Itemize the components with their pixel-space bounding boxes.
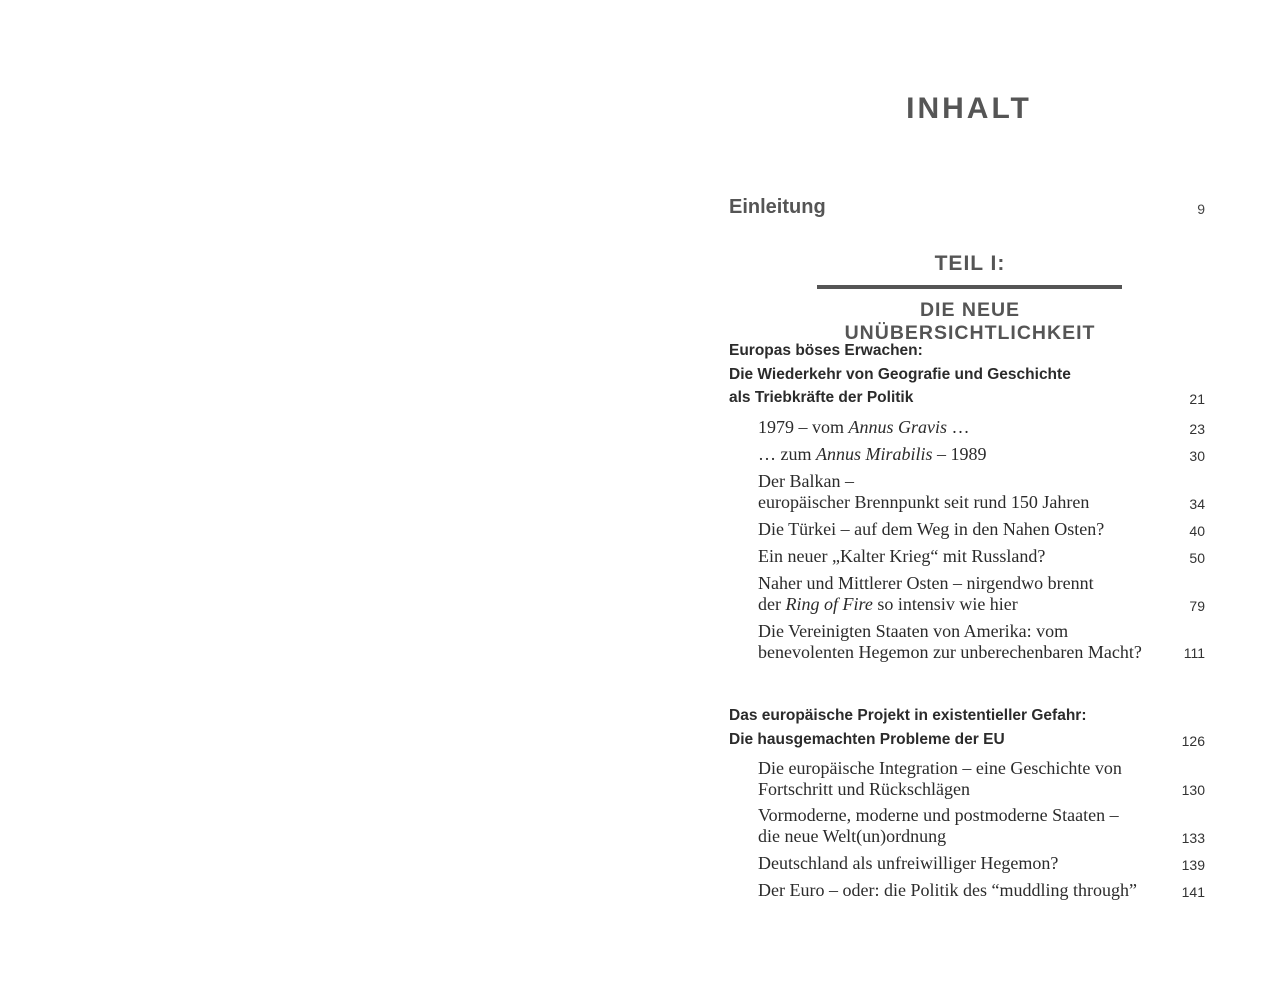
- entry-page: 133: [1181, 830, 1205, 846]
- toc-entry: Ein neuer „Kalter Krieg“ mit Russland?: [758, 546, 1046, 566]
- section-title-line: Europas böses Erwachen:: [729, 342, 923, 359]
- entry-page: 50: [1189, 550, 1205, 566]
- part-title: DIE NEUE UNÜBERSICHTLICHKEIT: [844, 299, 1096, 344]
- toc-entry: 1979 – vom Annus Gravis …: [758, 417, 970, 437]
- toc-entry: Die Vereinigten Staaten von Amerika: vom benevolenten Hegemon zur unberechenbaren Macht?: [758, 621, 1142, 662]
- section-title-line: Das europäische Projekt in existentieller Gefahr:: [729, 707, 1087, 724]
- section-page: 21: [1189, 391, 1205, 407]
- toc-entry: Die Türkei – auf dem Weg in den Nahen Osten?: [758, 519, 1105, 539]
- toc-entry: Der Euro – oder: die Politik des “muddling through”: [758, 880, 1137, 900]
- intro-entry-label: Einleitung: [729, 196, 826, 218]
- section-title-line: als Triebkräfte der Politik: [729, 389, 914, 406]
- entry-page: 141: [1181, 884, 1205, 900]
- toc-heading: INHALT: [906, 92, 1032, 125]
- entry-page: 23: [1189, 421, 1205, 437]
- intro-entry-page: 9: [1197, 201, 1205, 217]
- entry-page: 30: [1189, 448, 1205, 464]
- section-title: [729, 339, 1189, 410]
- part-divider: [817, 285, 1122, 289]
- section-page: 126: [1181, 733, 1205, 749]
- entry-page: 111: [1183, 645, 1205, 661]
- entry-page: 79: [1189, 598, 1205, 614]
- toc-entry: Naher und Mittlerer Osten – nirgendwo brennt der Ring of Fire so intensiv wie hier: [758, 573, 1094, 614]
- entry-page: 40: [1189, 523, 1205, 539]
- section-title-line: Die hausgemachten Probleme der EU: [729, 730, 1005, 748]
- toc-entry: Der Balkan – europäischer Brennpunkt seit rund 150 Jahren: [758, 471, 1090, 512]
- entry-page: 130: [1181, 782, 1205, 798]
- toc-entry: Deutschland als unfreiwilliger Hegemon?: [758, 853, 1059, 873]
- part-label: TEIL I:: [934, 252, 1006, 275]
- toc-entry: … zum Annus Mirabilis – 1989: [758, 444, 987, 464]
- entry-page: 139: [1181, 857, 1205, 873]
- section-title-line: Die Wiederkehr von Geografie und Geschichte: [729, 365, 1071, 383]
- entry-page: 34: [1189, 496, 1205, 512]
- toc-entry: Die europäische Integration – eine Geschichte von Fortschritt und Rückschlägen: [758, 758, 1122, 799]
- section-title: [729, 704, 1189, 751]
- toc-entry: Vormoderne, moderne und postmoderne Staaten – die neue Welt(un)ordnung: [758, 805, 1119, 846]
